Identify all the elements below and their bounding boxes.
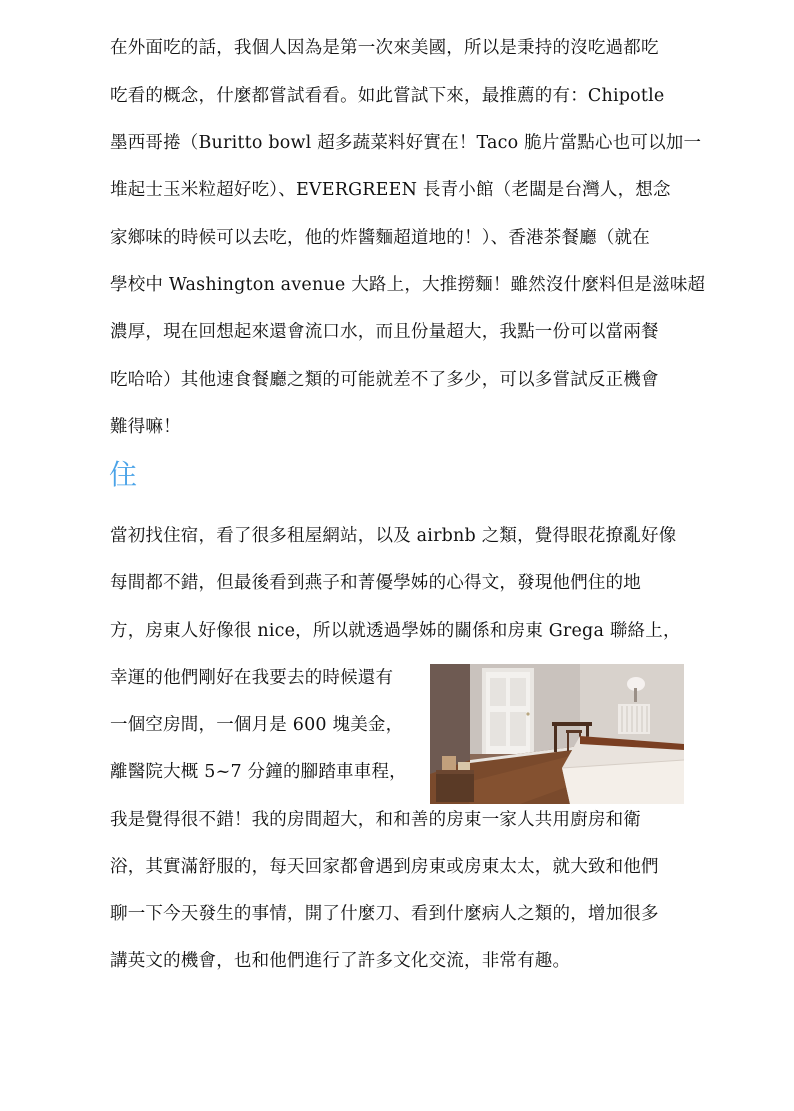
food-paragraph-line: 家鄉味的時候可以去吃，他的炸醬麵超道地的！）、香港茶餐廳（就在: [110, 228, 650, 248]
food-paragraph-line: 在外面吃的話，我個人因為是第一次來美國，所以是秉持的沒吃過都吃: [110, 38, 659, 58]
section-heading-housing: 住: [109, 458, 138, 491]
food-paragraph-line: 吃看的概念，什麼都嘗試看看。如此嘗試下來，最推薦的有：Chipotle: [110, 86, 665, 106]
housing-paragraph-line: 方，房東人好像很 nice，所以就透過學姊的關係和房東 Grega 聯絡上，: [110, 621, 681, 641]
food-paragraph-line: 濃厚，現在回想起來還會流口水，而且份量超大，我點一份可以當兩餐: [110, 322, 659, 342]
food-paragraph-line: 堆起士玉米粒超好吃）、EVERGREEN 長青小館（老闆是台灣人，想念: [110, 180, 671, 200]
housing-paragraph-line: 離醫院大概 5~7 分鐘的腳踏車車程，: [110, 762, 407, 782]
housing-paragraph-line: 我是覺得很不錯！我的房間超大，和和善的房東一家人共用廚房和衛: [110, 810, 641, 830]
housing-paragraph-line: 一個空房間，一個月是 600 塊美金，: [110, 715, 404, 735]
food-paragraph-line: 墨西哥捲（Buritto bowl 超多蔬菜料好實在！Taco 脆片當點心也可以加一: [110, 133, 702, 153]
housing-paragraph-line: 浴，其實滿舒服的，每天回家都會遇到房東或房東太太，就大致和他們: [110, 857, 659, 877]
housing-paragraph-line: 幸運的他們剛好在我要去的時候還有: [110, 668, 394, 688]
bedroom-photo: [430, 664, 684, 804]
housing-paragraph-line: 講英文的機會，也和他們進行了許多文化交流，非常有趣。: [110, 951, 571, 971]
housing-paragraph-line: 當初找住宿，看了很多租屋網站，以及 airbnb 之類，覺得眼花撩亂好像: [110, 526, 677, 546]
housing-paragraph-line: 聊一下今天發生的事情，開了什麼刀、看到什麼病人之類的，增加很多: [110, 904, 659, 924]
housing-paragraph-line: 每間都不錯，但最後看到燕子和菁優學姊的心得文，發現他們住的地: [110, 573, 641, 593]
food-paragraph-line: 難得嘛！: [110, 417, 181, 437]
food-paragraph-line: 學校中 Washington avenue 大路上，大推撈麵！雖然沒什麼料但是滋味超: [110, 275, 706, 295]
food-paragraph-line: 吃哈哈）其他速食餐廳之類的可能就差不了多少，可以多嘗試反正機會: [110, 370, 659, 390]
